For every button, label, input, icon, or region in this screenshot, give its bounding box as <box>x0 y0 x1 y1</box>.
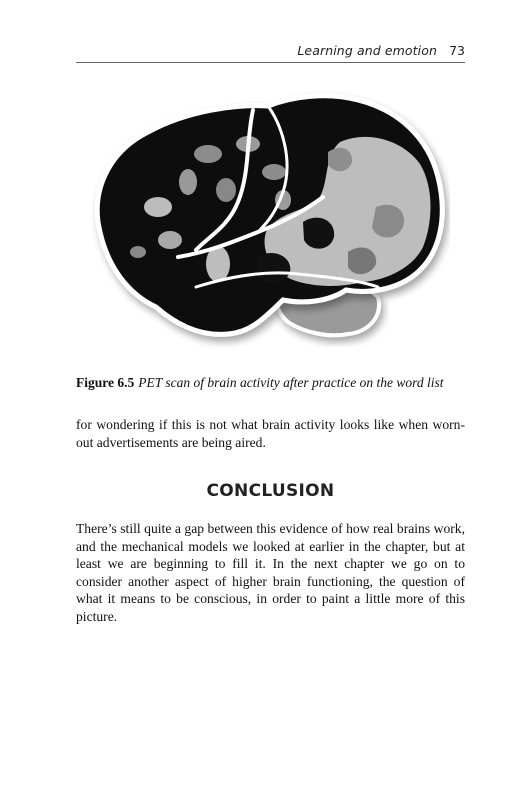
body-paragraph-2: There’s still quite a gap between this evidence of how real brains work, and the mechanical models we looked at earlier in the chapter, but at least we are beginning to fill it. In the next chapter we go on to consider another aspect of higher brain functioning, the question of what it means to be conscious, in order to paint a little more of this picture. <box>76 521 465 624</box>
activation-spot-8 <box>262 164 286 180</box>
figure-caption-text: PET scan of brain activity after practice on the word list <box>138 375 444 390</box>
page-number: 73 <box>449 43 465 58</box>
running-title: Learning and emotion <box>297 43 437 58</box>
figure-label: Figure 6.5 <box>76 375 135 390</box>
body-paragraph-1: for wondering if this is not what brain activity looks like when worn-out advertisements are being aired. <box>76 417 465 450</box>
activation-spot-5 <box>144 197 172 217</box>
figure-caption <box>76 375 476 391</box>
activation-spot-10 <box>130 246 146 258</box>
activation-spot-1 <box>194 145 222 163</box>
activation-spot-6 <box>158 231 182 249</box>
activation-patch-1 <box>328 148 352 171</box>
activation-spot-3 <box>179 169 197 195</box>
pet-scan-figure <box>78 82 450 354</box>
brain-pet-scan-image <box>78 82 450 354</box>
activation-spot-4 <box>216 178 236 202</box>
section-heading: CONCLUSION <box>206 481 335 501</box>
running-header <box>76 42 465 63</box>
